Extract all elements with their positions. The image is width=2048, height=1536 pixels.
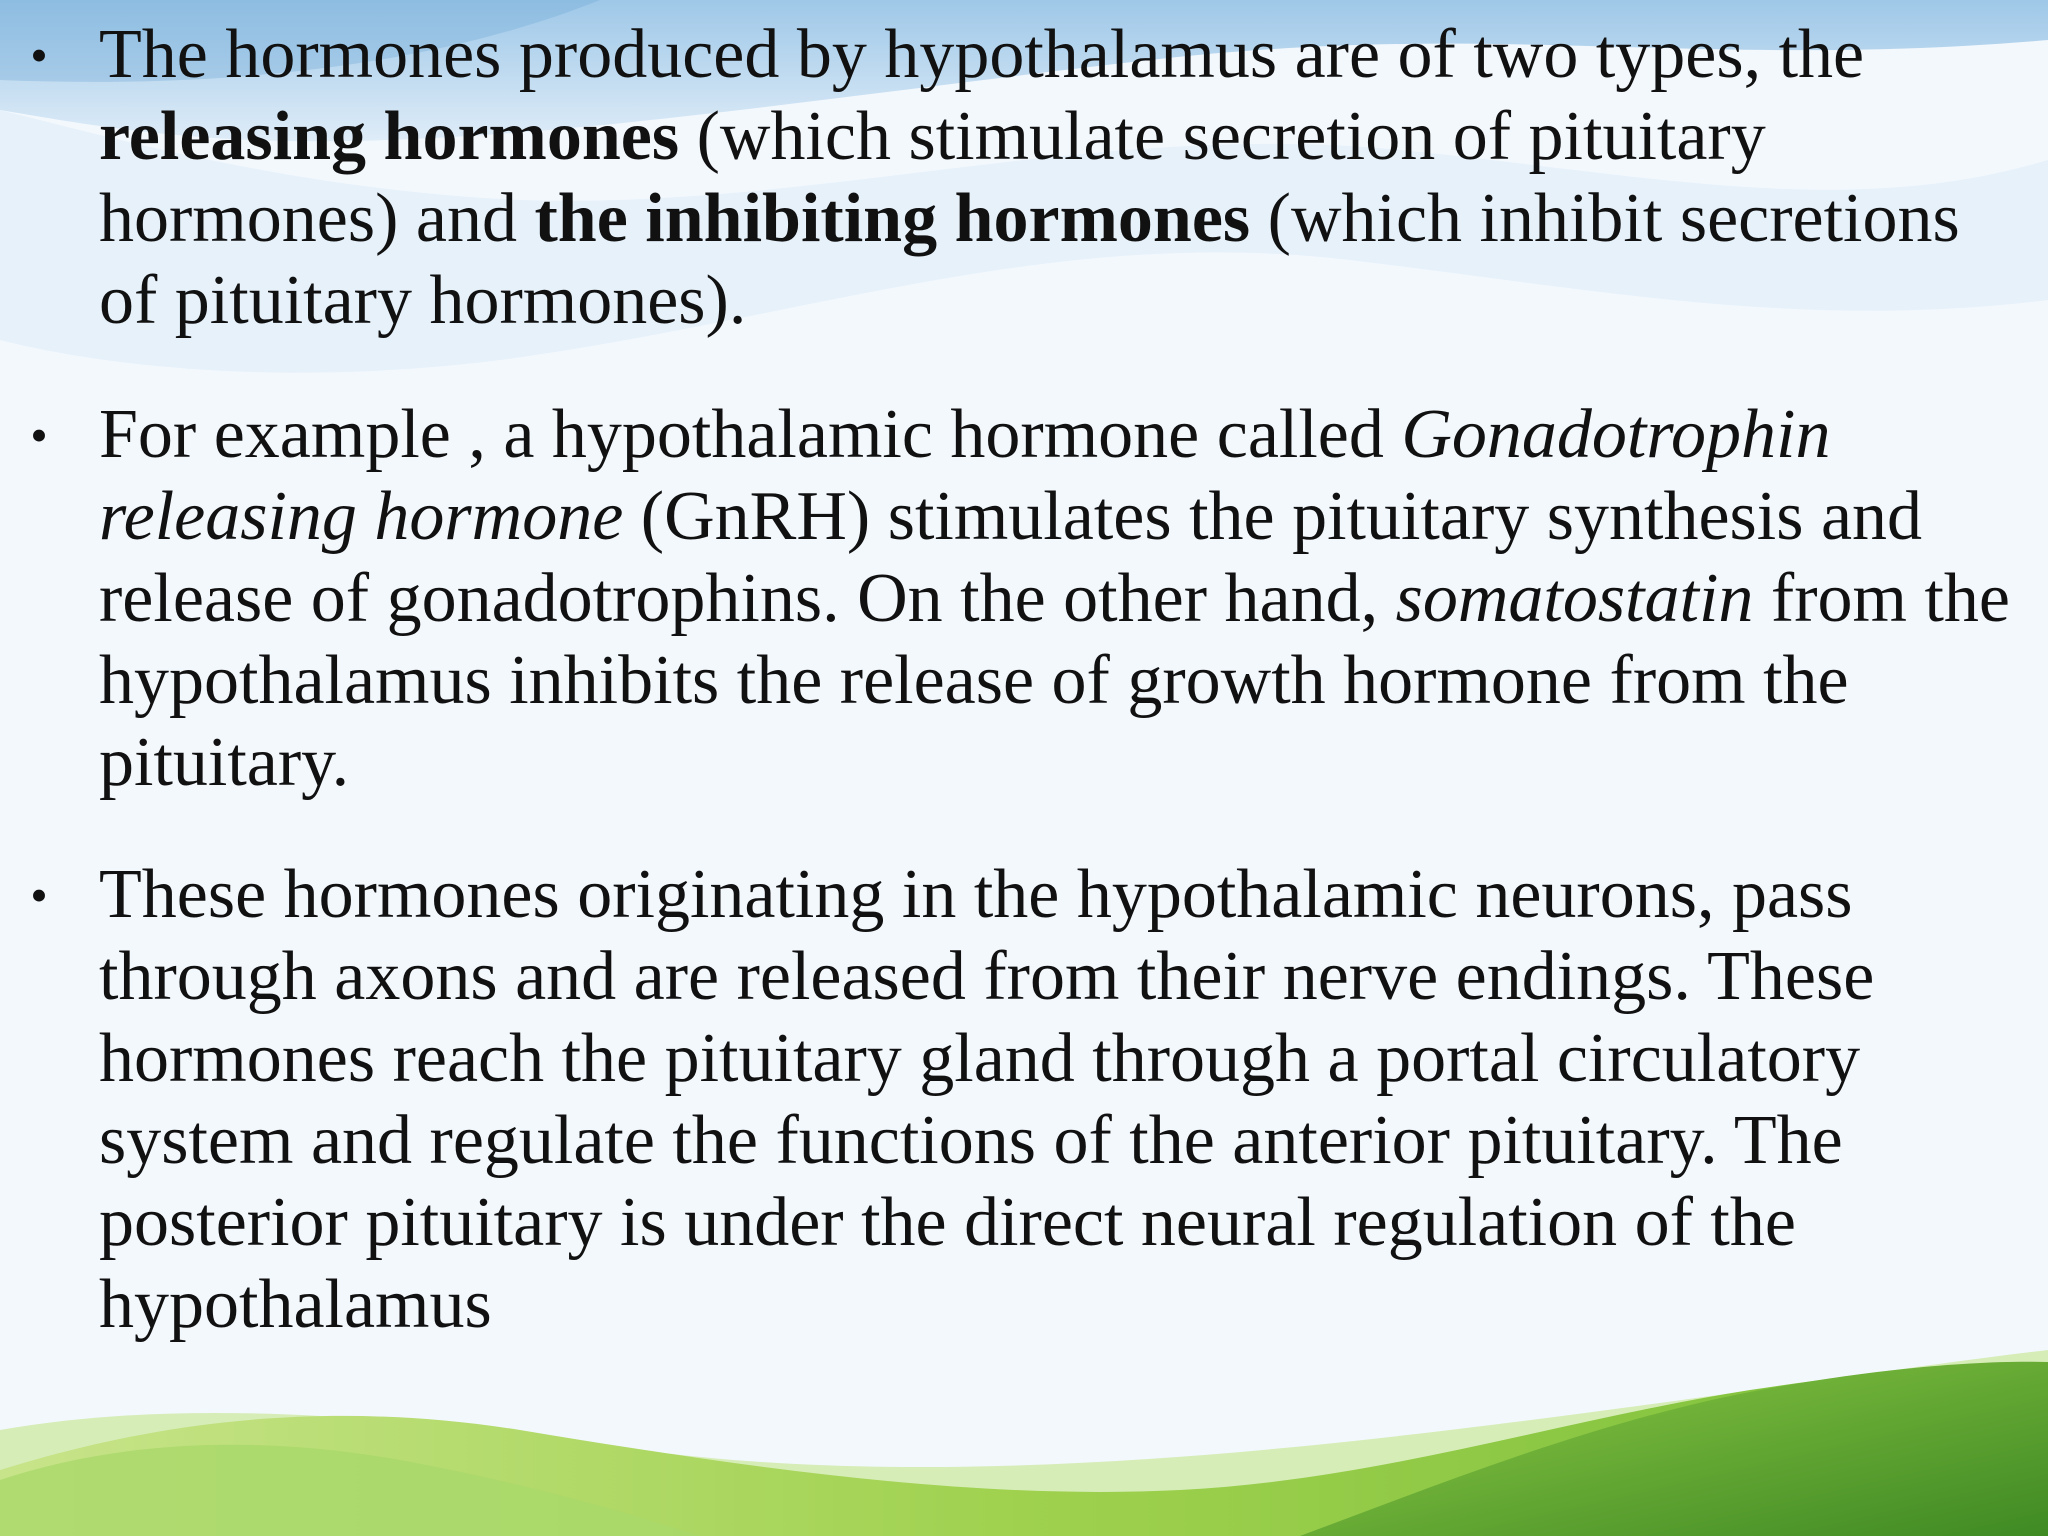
- bullet-item-example: [30, 394, 2034, 804]
- bullet-item-portal-system: [30, 854, 2034, 1346]
- bullet-text: [99, 14, 2034, 342]
- text-segment: The hormones produced by hypothalamus are of two types, the: [99, 16, 1865, 93]
- bold-term-releasing-hormones: releasing hormones: [99, 98, 680, 175]
- text-segment: (which stimulate secretion of pituitary hormones) and: [99, 98, 1766, 257]
- text-segment: (which inhibit secretions of pituitary hormones).: [99, 180, 1960, 339]
- bold-term-inhibiting-hormones: the inhibiting hormones: [534, 180, 1251, 257]
- text-segment: These hormones originating in the hypothalamic neurons, pass through axons and are released from their nerve endings. These hormones reach the pituitary gland through a portal circulatory system and regulate the functions of the anterior pituitary. The posterior pituitary is under the direct neural regulation of the hypothalamus: [99, 856, 1875, 1343]
- bullet-text: [99, 394, 2034, 804]
- bullet-item-hormone-types: [30, 14, 2034, 342]
- bullet-marker: •: [30, 867, 48, 923]
- bullet-marker: •: [30, 407, 48, 463]
- bullet-marker: •: [30, 27, 48, 83]
- text-segment: (GnRH) stimulates the pituitary synthesis and release of gonadotrophins. On the other hand,: [99, 478, 1923, 637]
- text-segment: from the hypothalamus inhibits the release of growth hormone from the pituitary.: [99, 560, 2010, 801]
- bullet-text: [99, 854, 2034, 1346]
- italic-term-gnrh: Gonadotrophin releasing hormone: [99, 396, 1831, 555]
- italic-term-somatostatin: somatostatin: [1395, 560, 1754, 637]
- text-segment: For example , a hypothalamic hormone called: [99, 396, 1402, 473]
